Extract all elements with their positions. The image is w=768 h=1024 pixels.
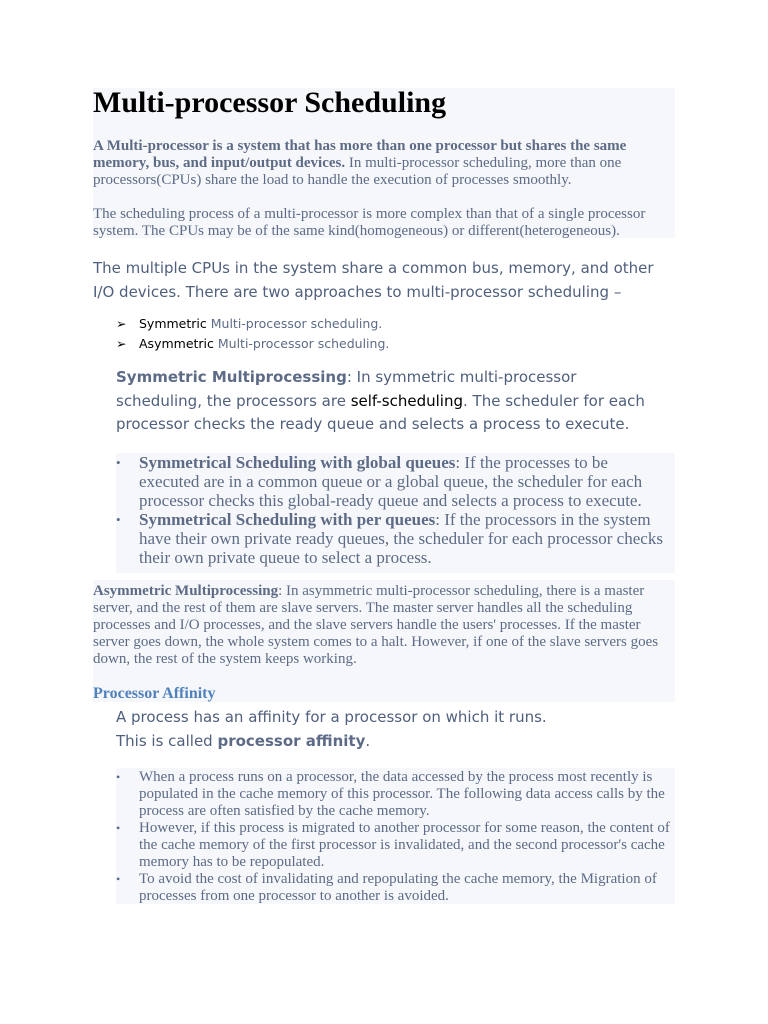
intro-paragraph	[93, 138, 668, 189]
list-item	[116, 871, 676, 905]
intro-bold-text: A Multi-processor is a system that has more than one processor but shares the same memory, bus, and input/output devices.	[93, 138, 627, 171]
list-item	[116, 769, 676, 820]
affinity-text-2: .	[365, 732, 371, 750]
queue-types-list	[116, 453, 671, 567]
affinity-point-text: When a process runs on a processor, the data accessed by the process most recently is populated in the cache memory of this processor. The following data access calls by the process are often satisfied by the cache memory.	[139, 769, 665, 819]
bullet-icon: •	[116, 872, 121, 886]
arrow-bullet-icon: ➢	[116, 336, 127, 351]
affinity-heading: Processor Affinity	[93, 685, 216, 702]
list-item	[116, 453, 671, 510]
complexity-paragraph: The scheduling process of a multi-processor is more complex than that of a single processor system. The CPUs may be of the same kind(homogeneous) or different(heterogeneous).	[93, 206, 646, 239]
approach-key: Asymmetric	[139, 336, 214, 351]
approach-rest: Multi-processor scheduling.	[213, 336, 390, 351]
queue-type-text: : If the processes to be executed are in a common queue or a global queue, the scheduler for each processor checks this global-ready queue and selects a process to execute.	[139, 453, 643, 510]
list-item	[116, 510, 671, 567]
affinity-point-text: However, if this process is migrated to another processor for some reason, the content of the cache memory of the first processor is invalidated, and the second processor's cache memory has to be repopulated.	[139, 820, 670, 870]
affinity-term: processor affinity	[217, 732, 366, 750]
symmetric-text-2: . The scheduler for each processor checks the ready queue and selects a process to execute.	[116, 391, 645, 433]
queue-type-text: : If the processors in the system have their own private ready queues, the scheduler for each processor checks their own private queue to select a process.	[139, 510, 663, 567]
bullet-icon: •	[116, 821, 121, 835]
asymmetric-paragraph	[93, 583, 668, 668]
list-item	[116, 820, 676, 871]
self-scheduling-term: self-scheduling	[350, 391, 463, 410]
arrow-bullet-icon: ➢	[116, 316, 127, 331]
symmetric-text-1: : In symmetric multi-processor scheduling, the processors are	[116, 368, 577, 410]
asymmetric-term: Asymmetric Multiprocessing	[93, 583, 279, 599]
queue-type-term: Symmetrical Scheduling with per queues	[139, 510, 436, 529]
asymmetric-text: : In asymmetric multi-processor scheduling, there is a master server, and the rest of them are slave servers. The master server handles all the scheduling processes and I/O processes, and the slave servers handle the users' processes. If the master server goes down, the whole system comes to a halt. However, if one of the slave servers goes down, the rest of the system keeps working.	[93, 583, 659, 667]
list-item	[116, 334, 389, 354]
page-title: Multi-processor Scheduling	[93, 86, 447, 119]
approach-key: Symmetric	[139, 316, 207, 331]
symmetric-term: Symmetric Multiprocessing	[116, 368, 347, 386]
symmetric-paragraph	[116, 366, 661, 437]
affinity-point-text: To avoid the cost of invalidating and repopulating the cache memory, the Migration of processes from one processor to another is avoided.	[139, 871, 657, 904]
approach-rest: Multi-processor scheduling.	[206, 316, 383, 331]
intro-rest-text: In multi-processor scheduling, more than one processors(CPUs) share the load to handle the execution of processes smoothly.	[93, 155, 622, 188]
queue-type-term: Symmetrical Scheduling with global queues	[139, 453, 456, 472]
approaches-list	[116, 314, 389, 354]
list-item	[116, 314, 389, 334]
bullet-icon: •	[116, 770, 121, 784]
affinity-points-list	[116, 769, 676, 905]
approaches-intro: The multiple CPUs in the system share a common bus, memory, and other I/O devices. There are two approaches to multi-processor scheduling –	[93, 259, 654, 301]
affinity-paragraph	[116, 705, 576, 753]
bullet-icon: •	[116, 455, 121, 470]
affinity-text-1: A process has an affinity for a processor on which it runs. This is called	[116, 708, 547, 750]
bullet-icon: •	[116, 512, 121, 527]
